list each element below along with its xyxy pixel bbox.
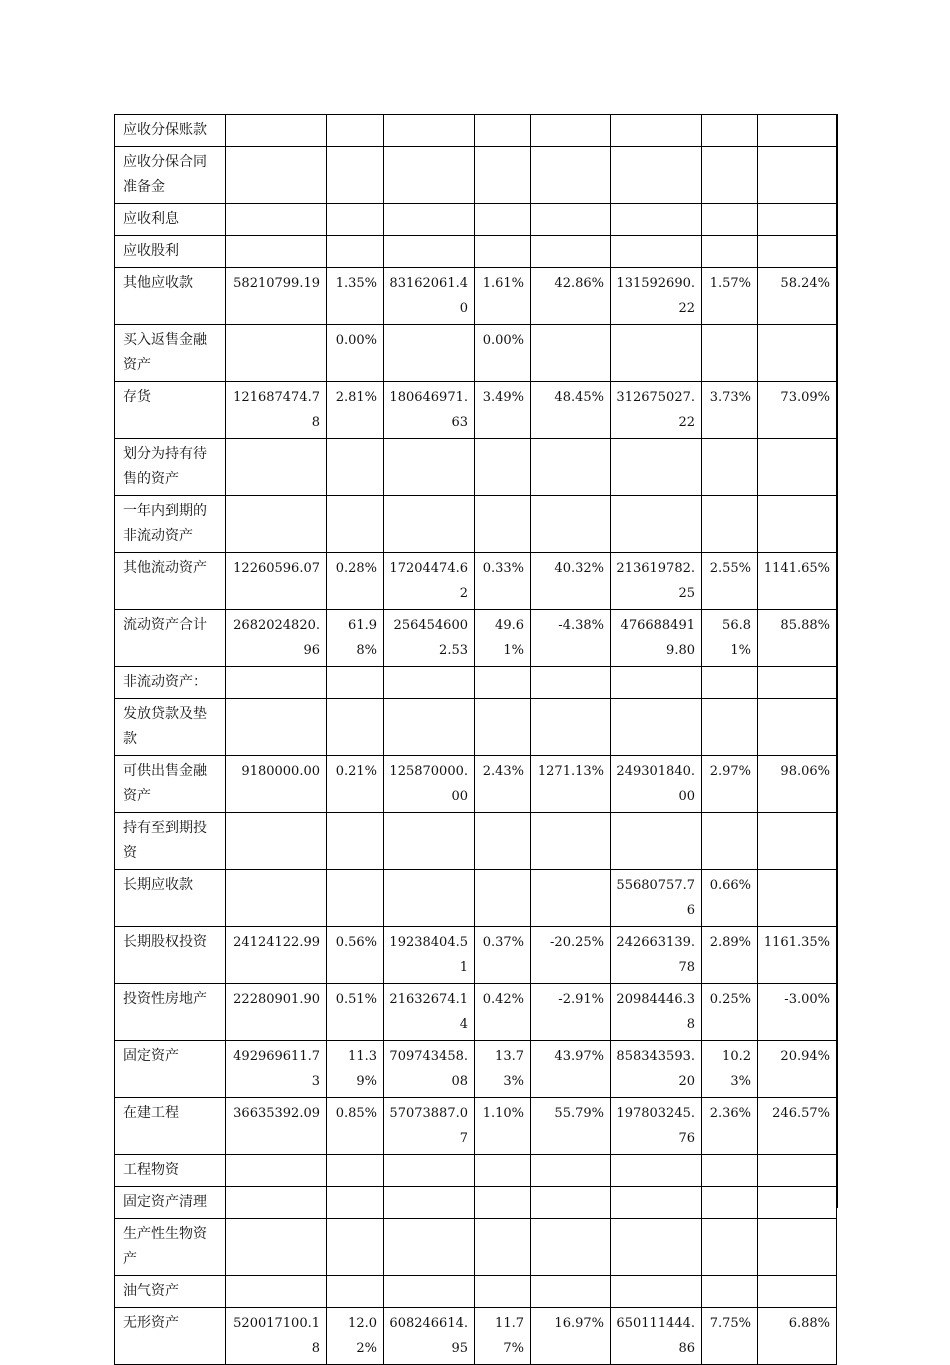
table-cell (531, 1155, 611, 1187)
table-cell: 58.24% (758, 268, 837, 325)
table-cell (611, 325, 702, 382)
table-cell: 131592690.22 (611, 268, 702, 325)
table-cell: 0.56% (327, 927, 384, 984)
table-row (115, 1098, 837, 1155)
table-cell (758, 115, 837, 147)
row-label: 油气资产 (115, 1276, 226, 1308)
table-cell (384, 870, 475, 927)
table-cell: 55.79% (531, 1098, 611, 1155)
table-cell (327, 115, 384, 147)
table-cell: 1.10% (475, 1098, 531, 1155)
row-label: 其他应收款 (115, 268, 226, 325)
table-cell (702, 236, 758, 268)
table-cell (384, 115, 475, 147)
table-cell (531, 204, 611, 236)
table-cell (226, 147, 327, 204)
table-cell: 12.02% (327, 1308, 384, 1365)
table-row (115, 1187, 837, 1219)
table-cell (327, 870, 384, 927)
table-cell: 42.86% (531, 268, 611, 325)
table-cell: 709743458.08 (384, 1041, 475, 1098)
table-row (115, 325, 837, 382)
table-row (115, 236, 837, 268)
table-cell: 242663139.78 (611, 927, 702, 984)
table-cell (758, 1276, 837, 1308)
table-cell: 520017100.18 (226, 1308, 327, 1365)
table-cell (611, 667, 702, 699)
table-cell (384, 496, 475, 553)
table-cell: 49.61% (475, 610, 531, 667)
row-label: 投资性房地产 (115, 984, 226, 1041)
table-cell: 6.88% (758, 1308, 837, 1365)
table-cell (327, 699, 384, 756)
table-cell: 0.00% (475, 325, 531, 382)
table-cell: 650111444.86 (611, 1308, 702, 1365)
table-cell: 1161.35% (758, 927, 837, 984)
table-cell (758, 813, 837, 870)
table-cell (226, 1219, 327, 1276)
table-cell (611, 496, 702, 553)
table-cell (531, 667, 611, 699)
table-cell (758, 236, 837, 268)
row-label: 应收利息 (115, 204, 226, 236)
table-cell (384, 236, 475, 268)
table-cell (226, 236, 327, 268)
table-cell: 492969611.73 (226, 1041, 327, 1098)
table-cell: 13.73% (475, 1041, 531, 1098)
table-cell: 20984446.38 (611, 984, 702, 1041)
row-label: 无形资产 (115, 1308, 226, 1365)
table-cell (758, 147, 837, 204)
table-cell: -4.38% (531, 610, 611, 667)
table-row (115, 870, 837, 927)
table-cell: 0.66% (702, 870, 758, 927)
table-cell: 2.89% (702, 927, 758, 984)
table-cell (758, 204, 837, 236)
table-cell (327, 236, 384, 268)
table-cell (611, 439, 702, 496)
table-cell: 73.09% (758, 382, 837, 439)
table-cell (384, 1187, 475, 1219)
table-cell (531, 870, 611, 927)
table-cell (226, 699, 327, 756)
table-cell (475, 1187, 531, 1219)
table-cell (475, 667, 531, 699)
table-cell (327, 496, 384, 553)
table-cell (226, 115, 327, 147)
table-cell: 9180000.00 (226, 756, 327, 813)
table-cell (475, 236, 531, 268)
table-cell (384, 813, 475, 870)
row-label: 流动资产合计 (115, 610, 226, 667)
table-cell (758, 1155, 837, 1187)
table-cell: 858343593.20 (611, 1041, 702, 1098)
table-cell: 2.97% (702, 756, 758, 813)
table-row (115, 813, 837, 870)
table-cell: 57073887.07 (384, 1098, 475, 1155)
table-row (115, 553, 837, 610)
table-cell: -20.25% (531, 927, 611, 984)
row-label: 应收股利 (115, 236, 226, 268)
table-cell (475, 115, 531, 147)
table-cell: 98.06% (758, 756, 837, 813)
table-cell: -2.91% (531, 984, 611, 1041)
table-cell: 56.81% (702, 610, 758, 667)
table-cell: 249301840.00 (611, 756, 702, 813)
table-row (115, 268, 837, 325)
table-cell (226, 1155, 327, 1187)
table-cell (758, 496, 837, 553)
balance-sheet-table (114, 114, 837, 1365)
table-cell (226, 439, 327, 496)
table-row (115, 147, 837, 204)
table-cell (327, 204, 384, 236)
table-cell (327, 667, 384, 699)
table-cell: 2.81% (327, 382, 384, 439)
table-cell: 2.55% (702, 553, 758, 610)
table-cell (327, 439, 384, 496)
table-cell (531, 1276, 611, 1308)
table-cell: 2.36% (702, 1098, 758, 1155)
table-cell (611, 115, 702, 147)
table-cell: 121687474.78 (226, 382, 327, 439)
table-cell: 0.37% (475, 927, 531, 984)
row-label: 持有至到期投资 (115, 813, 226, 870)
row-label: 固定资产 (115, 1041, 226, 1098)
table-cell (226, 204, 327, 236)
table-cell (475, 1219, 531, 1276)
table-cell (531, 439, 611, 496)
table-cell (702, 1187, 758, 1219)
table-cell (226, 496, 327, 553)
table-cell (531, 1187, 611, 1219)
table-cell: 1.61% (475, 268, 531, 325)
table-row (115, 1308, 837, 1365)
table-row (115, 496, 837, 553)
table-cell (226, 870, 327, 927)
table-row (115, 382, 837, 439)
table-cell: 40.32% (531, 553, 611, 610)
table-cell: 2564546002.53 (384, 610, 475, 667)
table-cell: 0.25% (702, 984, 758, 1041)
table-cell: 24124122.99 (226, 927, 327, 984)
table-cell: 1271.13% (531, 756, 611, 813)
table-cell (475, 147, 531, 204)
table-cell: 22280901.90 (226, 984, 327, 1041)
table-cell: 61.98% (327, 610, 384, 667)
row-label: 生产性生物资产 (115, 1219, 226, 1276)
table-row (115, 439, 837, 496)
table-cell: 58210799.19 (226, 268, 327, 325)
table-cell: 312675027.22 (611, 382, 702, 439)
table-cell (531, 699, 611, 756)
table-cell (702, 813, 758, 870)
table-cell (327, 147, 384, 204)
table-cell (758, 1187, 837, 1219)
row-label: 存货 (115, 382, 226, 439)
table-cell (226, 1187, 327, 1219)
table-cell (384, 204, 475, 236)
table-cell: 1.35% (327, 268, 384, 325)
table-cell (475, 1276, 531, 1308)
table-cell (758, 439, 837, 496)
table-row (115, 1155, 837, 1187)
table-cell: 213619782.25 (611, 553, 702, 610)
row-label: 买入返售金融资产 (115, 325, 226, 382)
table-cell: 608246614.95 (384, 1308, 475, 1365)
table-cell: 48.45% (531, 382, 611, 439)
table-cell (384, 1219, 475, 1276)
row-label: 非流动资产： (115, 667, 226, 699)
table-cell (758, 870, 837, 927)
table-row (115, 1276, 837, 1308)
table-row (115, 984, 837, 1041)
table-cell: 85.88% (758, 610, 837, 667)
table-row (115, 699, 837, 756)
table-cell (702, 699, 758, 756)
table-cell (702, 439, 758, 496)
table-cell (327, 1219, 384, 1276)
table-cell (611, 813, 702, 870)
table-row (115, 204, 837, 236)
row-label: 划分为持有待售的资产 (115, 439, 226, 496)
table-cell: 0.21% (327, 756, 384, 813)
table-cell: 12260596.07 (226, 553, 327, 610)
table-cell (702, 496, 758, 553)
row-label: 可供出售金融资产 (115, 756, 226, 813)
row-label: 长期应收款 (115, 870, 226, 927)
table-cell: 3.49% (475, 382, 531, 439)
table-cell (611, 1187, 702, 1219)
table-cell: 0.42% (475, 984, 531, 1041)
table-cell (702, 325, 758, 382)
row-label: 其他流动资产 (115, 553, 226, 610)
table-cell (226, 325, 327, 382)
table-cell: 20.94% (758, 1041, 837, 1098)
table-cell (702, 1155, 758, 1187)
table-cell (611, 1219, 702, 1276)
table-cell (327, 1187, 384, 1219)
table-cell (702, 115, 758, 147)
table-cell (327, 1155, 384, 1187)
table-cell: 1141.65% (758, 553, 837, 610)
table-cell (758, 325, 837, 382)
table-cell: 1.57% (702, 268, 758, 325)
table-cell (384, 1155, 475, 1187)
table-row (115, 756, 837, 813)
row-label: 在建工程 (115, 1098, 226, 1155)
row-label: 一年内到期的非流动资产 (115, 496, 226, 553)
table-cell (475, 439, 531, 496)
table-cell (475, 699, 531, 756)
table-cell: 36635392.09 (226, 1098, 327, 1155)
table-cell: 55680757.76 (611, 870, 702, 927)
table-row (115, 1219, 837, 1276)
table-cell: 180646971.63 (384, 382, 475, 439)
table-cell (702, 147, 758, 204)
table-cell: 246.57% (758, 1098, 837, 1155)
row-label: 应收分保账款 (115, 115, 226, 147)
table-right-rule (837, 114, 838, 1208)
table-cell: 0.00% (327, 325, 384, 382)
table-cell: 2682024820.96 (226, 610, 327, 667)
table-cell: 3.73% (702, 382, 758, 439)
table-cell (327, 813, 384, 870)
table-cell (702, 1219, 758, 1276)
table-cell: 11.77% (475, 1308, 531, 1365)
table-cell (531, 147, 611, 204)
table-cell (611, 1155, 702, 1187)
table-cell: 2.43% (475, 756, 531, 813)
table-cell (611, 1276, 702, 1308)
table-cell (475, 496, 531, 553)
table-cell (531, 813, 611, 870)
table-cell (702, 667, 758, 699)
table-cell: 19238404.51 (384, 927, 475, 984)
row-label: 发放贷款及垫款 (115, 699, 226, 756)
table-cell (611, 699, 702, 756)
table-cell: -3.00% (758, 984, 837, 1041)
table-cell (531, 115, 611, 147)
table-row (115, 610, 837, 667)
table-cell: 17204474.62 (384, 553, 475, 610)
table-cell: 0.85% (327, 1098, 384, 1155)
table-cell: 11.39% (327, 1041, 384, 1098)
row-label: 工程物资 (115, 1155, 226, 1187)
table-cell: 7.75% (702, 1308, 758, 1365)
table-cell: 21632674.14 (384, 984, 475, 1041)
table-cell (531, 496, 611, 553)
table-cell (611, 147, 702, 204)
table-cell (384, 667, 475, 699)
table-cell (531, 1219, 611, 1276)
table-cell: 0.33% (475, 553, 531, 610)
row-label: 应收分保合同准备金 (115, 147, 226, 204)
table-row (115, 667, 837, 699)
table-cell (384, 439, 475, 496)
table-cell (384, 325, 475, 382)
table-row (115, 115, 837, 147)
table-row (115, 927, 837, 984)
table-cell: 10.23% (702, 1041, 758, 1098)
table-row (115, 1041, 837, 1098)
table-cell (226, 813, 327, 870)
table-cell: 4766884919.80 (611, 610, 702, 667)
table-cell: 16.97% (531, 1308, 611, 1365)
table-cell (384, 147, 475, 204)
table-cell (327, 1276, 384, 1308)
table-cell (475, 1155, 531, 1187)
table-cell (384, 1276, 475, 1308)
table-cell (611, 204, 702, 236)
table-cell (226, 667, 327, 699)
table-cell: 43.97% (531, 1041, 611, 1098)
table-cell (226, 1276, 327, 1308)
table-cell (702, 1276, 758, 1308)
table-cell (758, 1219, 837, 1276)
table-cell (758, 699, 837, 756)
table-cell (384, 699, 475, 756)
table-cell (531, 236, 611, 268)
row-label: 长期股权投资 (115, 927, 226, 984)
table-cell: 197803245.76 (611, 1098, 702, 1155)
table-cell (531, 325, 611, 382)
row-label: 固定资产清理 (115, 1187, 226, 1219)
table-cell (475, 870, 531, 927)
table-cell (475, 813, 531, 870)
table-cell (758, 667, 837, 699)
table-cell (702, 204, 758, 236)
table-cell: 125870000.00 (384, 756, 475, 813)
table-cell: 0.28% (327, 553, 384, 610)
table-cell: 0.51% (327, 984, 384, 1041)
table-cell (611, 236, 702, 268)
table-cell (475, 204, 531, 236)
table-cell: 83162061.40 (384, 268, 475, 325)
